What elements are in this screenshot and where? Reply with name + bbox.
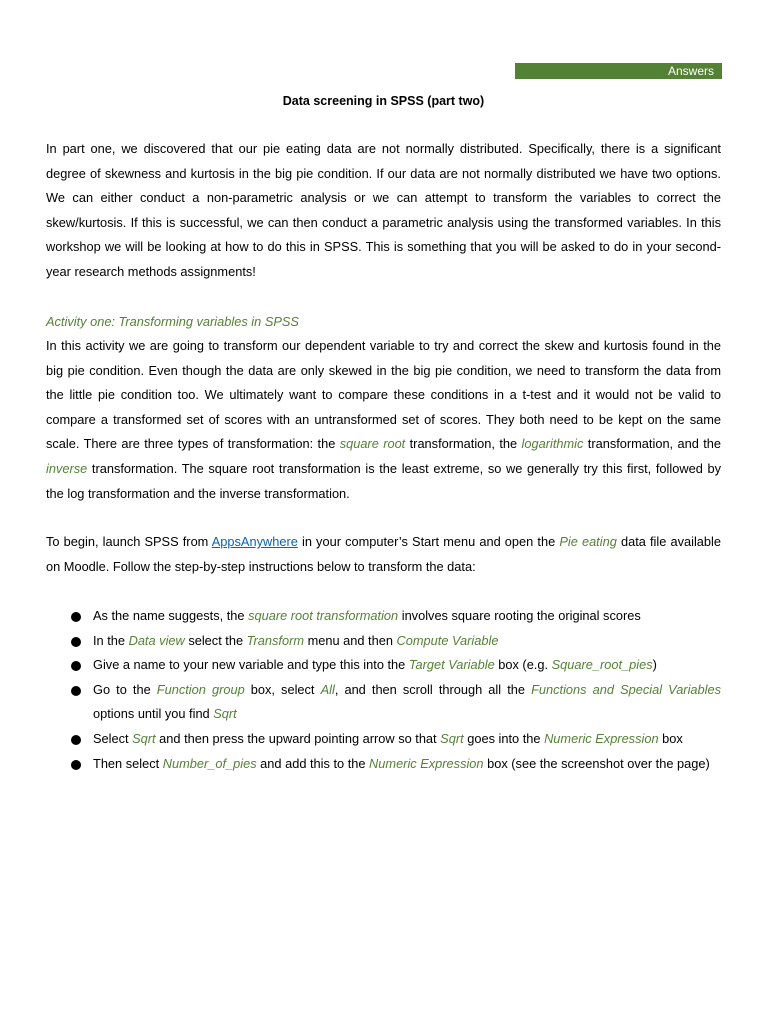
step-term: Data view: [128, 632, 185, 648]
bullet-icon: [71, 612, 81, 622]
activity-text: transformation. The square root transformation is the least extreme, so we generally try this first, followed by the log transformation and the inverse transformation.: [46, 460, 721, 501]
step-term: Numeric Expression: [369, 755, 484, 771]
step-term: Target Variable: [408, 657, 495, 673]
step-text: Then select: [93, 755, 163, 771]
step-text: box (see the screenshot over the page): [483, 755, 710, 771]
bullet-icon: [71, 735, 81, 745]
step-text: Give a name to your new variable and type this into the: [93, 657, 409, 673]
bullet-icon: [71, 637, 81, 647]
activity-paragraph: [46, 334, 721, 506]
step-term: Numeric Expression: [544, 730, 659, 746]
page-title: Data screening in SPSS (part two): [282, 94, 485, 108]
bullet-icon: [71, 686, 81, 696]
step-text: ): [652, 657, 657, 673]
list-item: [46, 752, 721, 777]
step-text: options until you find: [93, 706, 214, 722]
step-text: menu and then: [304, 632, 397, 648]
file-name: Pie eating: [559, 534, 617, 549]
begin-text: To begin, launch SPSS from: [46, 534, 212, 549]
step-term: Compute Variable: [396, 632, 499, 648]
step-text: box (e.g.: [494, 657, 552, 673]
appsanywhere-link[interactable]: AppsAnywhere: [211, 534, 298, 549]
step-list: [46, 604, 721, 776]
answers-label-bar: [515, 63, 722, 79]
step-term: Transform: [246, 632, 305, 648]
answers-label: Answers: [667, 64, 714, 78]
bullet-icon: [71, 760, 81, 770]
step-term: Square_root_pies: [551, 657, 653, 673]
step-term: Number_of_pies: [162, 755, 257, 771]
list-item: [46, 604, 721, 629]
list-item: [46, 727, 721, 752]
step-term: Sqrt: [440, 730, 464, 746]
term-square-root: square root: [339, 436, 406, 452]
list-item: [46, 678, 721, 727]
list-item: [46, 653, 721, 678]
activity-text: In this activity we are going to transform our dependent variable to try and correct the skew and kurtosis found in the big pie condition. Even though the data are only skewed in the big pie condition, we need to transform the data from the little pie condition too. We ultimately want to compare these conditions in a t-test and it would not be valid to compare a transformed set of scores with an untransformed set of scores. They both need to be kept on the same scale. There are three types of transformation: the: [46, 338, 721, 452]
begin-paragraph: [46, 530, 721, 579]
step-text: involves square rooting the original scores: [398, 608, 641, 623]
intro-paragraph: In part one, we discovered that our pie eating data are not normally distributed. Specifically, there is a significant degree of skewness and kurtosis in the big pie condition. If our data are not normally distributed we have two options. We can either conduct a non-parametric analysis or we can attempt to transform the variables to correct the skew/kurtosis. If this is successful, we can then conduct a parametric analysis using the transformed variables. In this workshop we will be looking at how to do this in SPSS. This is something that you will be asked to do in your second-year research methods assignments!: [46, 141, 721, 279]
step-text: Select: [93, 730, 133, 746]
term-inverse: inverse: [46, 460, 88, 476]
step-term: Functions and Special Variables: [531, 681, 722, 697]
step-text: goes into the: [463, 730, 545, 746]
step-text: select the: [184, 632, 247, 648]
step-text: and then press the upward pointing arrow so that: [155, 730, 441, 746]
activity-text: transformation, and the: [583, 436, 722, 452]
step-term: square root transformation: [248, 608, 399, 623]
step-term: Sqrt: [132, 730, 156, 746]
bullet-icon: [71, 661, 81, 671]
list-item: [46, 629, 721, 654]
activity-text: transformation, the: [405, 436, 522, 452]
step-term: All: [320, 681, 335, 697]
step-term: Function group: [156, 681, 245, 697]
step-text: In the: [93, 632, 129, 648]
term-logarithmic: logarithmic: [521, 436, 584, 452]
step-text: , and then scroll through all the: [334, 681, 532, 697]
step-term: Sqrt: [213, 706, 237, 722]
step-text: box: [658, 730, 683, 746]
step-text: and add this to the: [256, 755, 370, 771]
begin-text: data file available on Moodle. Follow the step-by-step instructions below to transform the data:: [46, 534, 721, 574]
begin-text: in your computer’s Start menu and open the: [297, 534, 560, 549]
step-text: Go to the: [93, 681, 157, 697]
step-text: box, select: [244, 681, 321, 697]
activity-heading: Activity one: Transforming variables in SPSS: [46, 314, 299, 329]
step-text: As the name suggests, the: [93, 608, 249, 623]
